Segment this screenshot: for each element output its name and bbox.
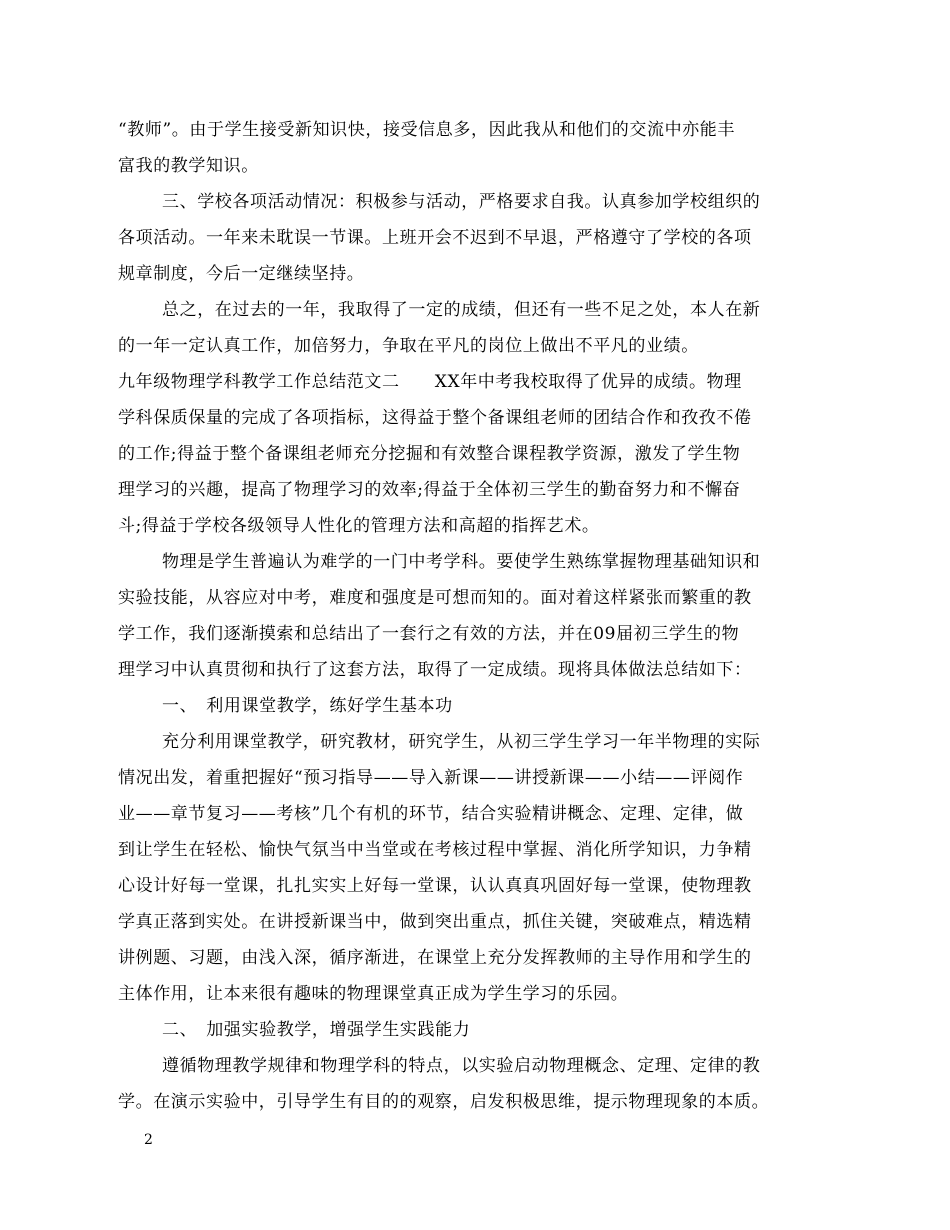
text-line: 二、 加强实验教学，增强学生实践能力 xyxy=(162,1020,471,1040)
text-line: 富我的教学知识。 xyxy=(118,156,259,176)
page-number: 2 xyxy=(144,1132,153,1148)
text-line: 三、学校各项活动情况：积极参与活动，严格要求自我。认真参加学校组织的 xyxy=(162,192,761,212)
text-line: 业——章节复习——考核”几个有机的环节，结合实验精讲概念、定理、定律，做 xyxy=(118,804,744,824)
text-line: 总之，在过去的一年，我取得了一定的成绩，但还有一些不足之处，本人在新 xyxy=(162,300,761,320)
text-line: 学工作，我们逐渐摸索和总结出了一套行之有效的方法，并在09届初三学生的物 xyxy=(118,624,740,644)
text-line: 实验技能，从容应对中考，难度和强度是可想而知的。面对着这样紧张而繁重的教 xyxy=(118,588,752,608)
text-line: 充分利用课堂教学，研究教材，研究学生，从初三学生学习一年半物理的实际 xyxy=(162,732,761,752)
text-line: 物理是学生普遍认为难学的一门中考学科。要使学生熟练掌握物理基础知识和 xyxy=(162,552,761,572)
text-line: 遵循物理教学规律和物理学科的特点，以实验启动物理概念、定理、定律的教 xyxy=(162,1056,761,1076)
text-line: 情况出发，着重把握好“预习指导——导入新课——讲授新课——小结——评阅作 xyxy=(118,768,744,788)
text-line: 到让学生在轻松、愉快气氛当中当堂或在考核过程中掌握、消化所学知识，力争精 xyxy=(118,840,752,860)
text-line: 心设计好每一堂课，扎扎实实上好每一堂课，认认真真巩固好每一堂课，使物理教 xyxy=(118,876,752,896)
text-line: 学科保质保量的完成了各项指标，这得益于整个备课组老师的团结合作和孜孜不倦 xyxy=(118,408,752,428)
text-line: 斗;得益于学校各级领导人性化的管理方法和高超的指挥艺术。 xyxy=(118,516,600,536)
text-line: 的工作;得益于整个备课组老师充分挖掘和有效整合课程教学资源，激发了学生物 xyxy=(118,444,741,464)
text-line: “教师”。由于学生接受新知识快，接受信息多，因此我从和他们的交流中亦能丰 xyxy=(118,120,735,140)
text-line: 主体作用，让本来很有趣味的物理课堂真正成为学生学习的乐园。 xyxy=(118,984,629,1004)
text-line: 九年级物理学科教学工作总结范文二 XX年中考我校取得了优异的成绩。物理 xyxy=(118,372,742,392)
text-line: 的一年一定认真工作，加倍努力，争取在平凡的岗位上做出不平凡的业绩。 xyxy=(118,336,699,356)
text-line: 一、 利用课堂教学，练好学生基本功 xyxy=(162,696,453,716)
document-body xyxy=(118,112,838,1120)
text-line: 学真正落到实处。在讲授新课当中，做到突出重点，抓住关键，突破难点，精选精 xyxy=(118,912,752,932)
text-line: 理学习的兴趣，提高了物理学习的效率;得益于全体初三学生的勤奋努力和不懈奋 xyxy=(118,480,741,500)
text-line: 理学习中认真贯彻和执行了这套方法，取得了一定成绩。现将具体做法总结如下： xyxy=(118,660,752,680)
text-line: 规章制度，今后一定继续坚持。 xyxy=(118,264,365,284)
text-line: 各项活动。一年来未耽误一节课。上班开会不迟到不早退，严格遵守了学校的各项 xyxy=(118,228,752,248)
text-line: 讲例题、习题，由浅入深，循序渐进，在课堂上充分发挥教师的主导作用和学生的 xyxy=(118,948,752,968)
text-line: 学。在演示实验中，引导学生有目的的观察，启发积极思维，提示物理现象的本质。 xyxy=(118,1092,770,1112)
